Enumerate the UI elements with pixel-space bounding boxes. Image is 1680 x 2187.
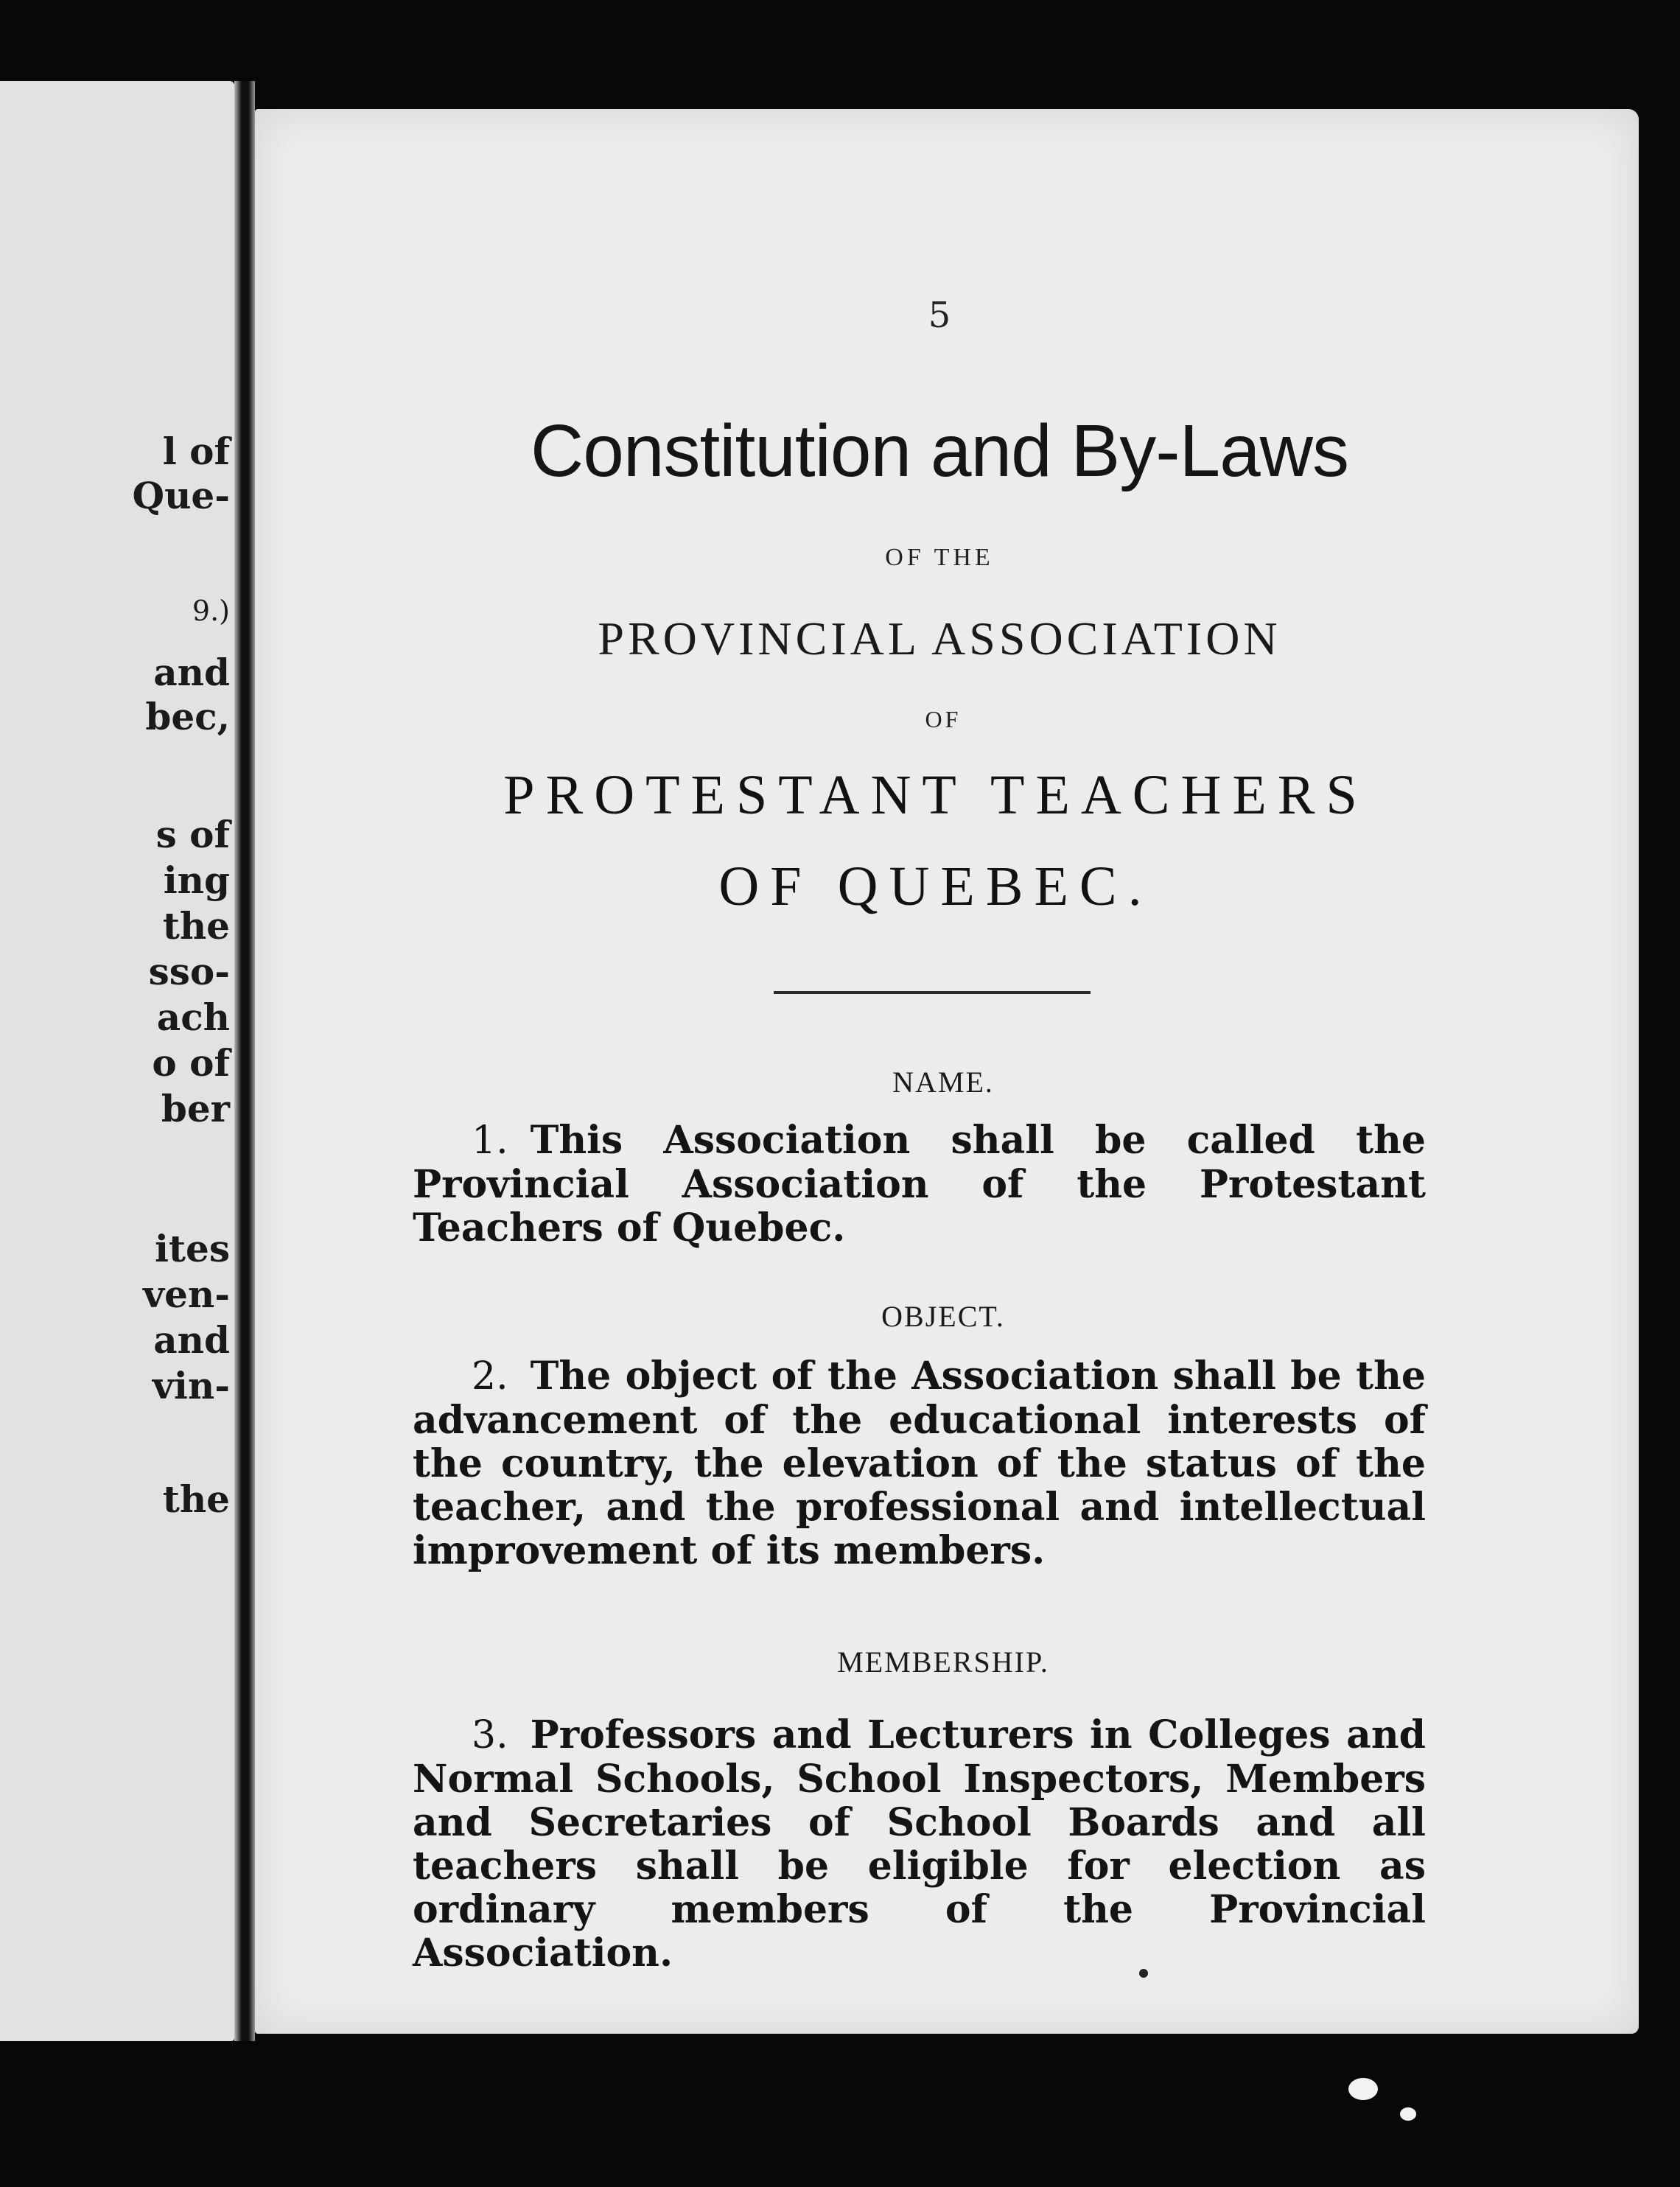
left-page-fragment: sso-: [148, 950, 230, 993]
title-protestant-teachers: PROTESTANT TEACHERS: [503, 764, 1368, 826]
book-gutter: [234, 81, 255, 2041]
left-page-fragment: bec,: [145, 695, 230, 738]
left-facing-page: [0, 81, 234, 2041]
left-page-fragment: ach: [156, 995, 230, 1039]
scan-artifact: [1400, 2107, 1416, 2121]
left-page-fragment: s of: [155, 813, 230, 856]
left-page-fragment: l of: [162, 430, 230, 473]
section-paragraph-membership: [413, 1713, 1426, 1975]
section-heading-name: NAME.: [892, 1065, 994, 1099]
left-page-fragment: 9.): [192, 595, 230, 627]
paragraph-text: Professors and Lecturers in Colleges and Normal Schools, School Inspectors, Members and Secretaries of School Boards and all teachers shall be eligible for election as ordinary members of the Provincial Association.: [413, 1712, 1426, 1976]
left-page-fragment: o of: [152, 1041, 230, 1085]
title-of-the: OF THE: [885, 544, 994, 571]
section-heading-object: OBJECT.: [881, 1300, 1005, 1333]
paragraph-text: The object of the Association shall be the advancement of the educational interests of the country, the elevation of the status of the teacher, and the professional and intellectual improvement of its members.: [413, 1354, 1426, 1573]
scan-artifact: [1348, 2078, 1378, 2100]
paragraph-text: This Association shall be called the Provincial Association of the Protestant Teachers of Quebec.: [413, 1118, 1426, 1250]
page-title: Constitution and By-Laws: [531, 410, 1348, 492]
section-heading-membership: MEMBERSHIP.: [837, 1645, 1049, 1679]
left-page-fragment: the: [162, 1477, 230, 1521]
left-page-fragment: Que-: [132, 474, 230, 517]
left-page-fragment: ber: [161, 1087, 230, 1130]
ink-speck: [1139, 1969, 1148, 1978]
divider-rule: [774, 991, 1091, 994]
page-number: 5: [928, 295, 951, 336]
paragraph-number: 2.: [472, 1354, 508, 1399]
left-page-fragment: ing: [163, 858, 230, 902]
left-page-fragment: the: [162, 904, 230, 948]
left-page-fragment: ven-: [143, 1273, 230, 1316]
left-page-fragment: and: [153, 1318, 230, 1362]
paragraph-number: 3.: [472, 1713, 508, 1757]
left-page-fragment: vin-: [152, 1364, 230, 1407]
title-association: PROVINCIAL ASSOCIATION: [598, 612, 1281, 665]
section-paragraph-name: [413, 1119, 1426, 1250]
left-page-fragment: ites: [154, 1227, 230, 1270]
left-page-fragment: and: [153, 651, 230, 694]
paragraph-number: 1.: [472, 1119, 508, 1163]
section-paragraph-object: [413, 1354, 1426, 1572]
title-of-quebec: OF QUEBEC.: [718, 855, 1153, 917]
title-of: OF: [925, 706, 962, 732]
